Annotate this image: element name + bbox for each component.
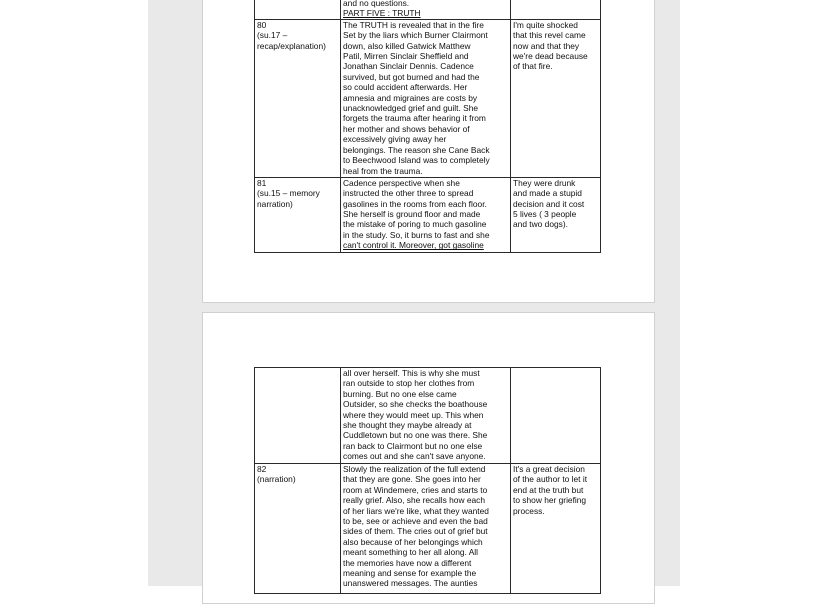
- text-line: and two dogs).: [513, 219, 568, 230]
- text-line: narration): [257, 198, 293, 209]
- text-line: She herself is ground floor and made: [343, 209, 481, 220]
- text-line: meant something to her all along. All: [343, 547, 479, 558]
- table-cell: [341, 464, 511, 594]
- text-line: ran back to Clairmont but no one else: [343, 440, 483, 451]
- text-line: the memories have now a different: [343, 557, 472, 568]
- text-line: 81: [257, 177, 267, 188]
- document-page-2: [202, 312, 655, 604]
- text-line: to Beechwood Island was to completely: [343, 155, 490, 166]
- table-cell: [341, 368, 511, 464]
- table-cell: [511, 368, 601, 464]
- text-line: to be, see or achieve and even the bad: [343, 516, 488, 527]
- table-row: [255, 19, 601, 177]
- text-line: we're dead because: [513, 51, 588, 62]
- text-line: The TRUTH is revealed that in the fire: [343, 19, 484, 30]
- table-row: [255, 177, 601, 252]
- text-line: heal from the trauma.: [343, 165, 423, 176]
- table-cell: [255, 0, 341, 19]
- text-line: of her liars we're like, what they wanted: [343, 505, 489, 516]
- text-line: gasolines in the rooms from each floor.: [343, 198, 487, 209]
- text-line: (su.15 – memory: [257, 188, 320, 199]
- text-line: really grief. Also, she recalls how each: [343, 495, 485, 506]
- text-line: comes out and she can't save anyone.: [343, 451, 486, 462]
- table-row: [255, 368, 601, 464]
- table-cell: [511, 177, 601, 252]
- text-line: (su.17 –: [257, 30, 288, 41]
- text-line: in the study. So, it burns to fast and she: [343, 229, 490, 240]
- text-line: can't control it. Moreover, got gasoline: [343, 240, 484, 251]
- text-line: down, also killed Gatwick Matthew: [343, 40, 471, 51]
- text-line: Set by the liars which Burner Clairmont: [343, 30, 488, 41]
- text-line: Slowly the realization of the full extend: [343, 464, 486, 474]
- text-line: 80: [257, 19, 267, 30]
- notes-table-page-2: [254, 367, 601, 594]
- text-line: and made a stupid: [513, 188, 582, 199]
- table-cell: [255, 368, 341, 464]
- text-line: survived, but got burned and had the: [343, 71, 480, 82]
- table-cell: [511, 19, 601, 177]
- text-line: Outsider, so she checks the boathouse: [343, 399, 488, 410]
- table-cell: [255, 19, 341, 177]
- text-line: belongings. The reason she Cane Back: [343, 144, 490, 155]
- text-line: meaning and sense for example the: [343, 568, 477, 579]
- text-line: 5 lives ( 3 people: [513, 209, 577, 220]
- table-cell: [341, 177, 511, 252]
- table-cell: [511, 0, 601, 19]
- text-line: Cadence perspective when she: [343, 177, 460, 188]
- text-line: also because of her belongings which: [343, 536, 483, 547]
- text-line: all over herself. This is why she must: [343, 368, 480, 378]
- text-line: Cuddletown but no one was there. She: [343, 430, 488, 441]
- table-cell: [341, 0, 511, 19]
- text-line: Patil, Mirren Sinclair Sheffield and: [343, 51, 469, 62]
- document-page-1: [202, 0, 655, 303]
- text-line: where they would meet up. This when: [343, 409, 484, 420]
- text-line: to show her griefing: [513, 495, 587, 506]
- part-heading: PART FIVE : TRUTH: [343, 8, 421, 19]
- text-line: I'm quite shocked: [513, 19, 578, 30]
- notes-table-page-1: [254, 0, 601, 253]
- text-line: ran outside to stop her clothes from: [343, 378, 475, 389]
- text-line: forgets the trauma after hearing it from: [343, 113, 486, 124]
- table-cell: [341, 19, 511, 177]
- text-line: of the author to let it: [513, 474, 588, 485]
- table-row: [255, 464, 601, 594]
- text-line: sides of them. The cries out of grief but: [343, 526, 488, 537]
- table-cell: [255, 464, 341, 594]
- text-line: of that fire.: [513, 61, 553, 72]
- text-line: that this revel came: [513, 30, 586, 41]
- text-line: end at the truth but: [513, 484, 584, 495]
- table-row: [255, 0, 601, 19]
- text-line: unacknowledged grief and guilt. She: [343, 103, 479, 114]
- text-line: 82: [257, 464, 267, 474]
- text-line: that they are gone. She goes into her: [343, 474, 481, 485]
- text-line: unanswered messages. The aunties: [343, 578, 478, 589]
- text-line: burning. But no one else came: [343, 388, 457, 399]
- text-line: she thought they maybe already at: [343, 420, 472, 431]
- text-line: Jonathan Sinclair Dennis. Cadence: [343, 61, 474, 72]
- text-line: decision and it cost: [513, 198, 585, 209]
- text-line: excessively giving away her: [343, 134, 447, 145]
- text-line: They were drunk: [513, 177, 576, 188]
- text-line: amnesia and migraines are costs by: [343, 92, 478, 103]
- text-line: and no questions.: [343, 0, 410, 8]
- text-line: so could accident afterwards. Her: [343, 82, 468, 93]
- text-line: now and that they: [513, 40, 580, 51]
- text-line: recap/explanation): [257, 40, 326, 51]
- table-cell: [255, 177, 341, 252]
- table-cell: [511, 464, 601, 594]
- text-line: her mother and shows behavior of: [343, 123, 470, 134]
- text-line: the mistake of poring to much gasoline: [343, 219, 487, 230]
- text-line: room at Windemere, cries and starts to: [343, 484, 488, 495]
- text-line: process.: [513, 505, 545, 516]
- text-line: instructed the other three to spread: [343, 188, 474, 199]
- text-line: It's a great decision: [513, 464, 585, 474]
- text-line: (narration): [257, 474, 296, 485]
